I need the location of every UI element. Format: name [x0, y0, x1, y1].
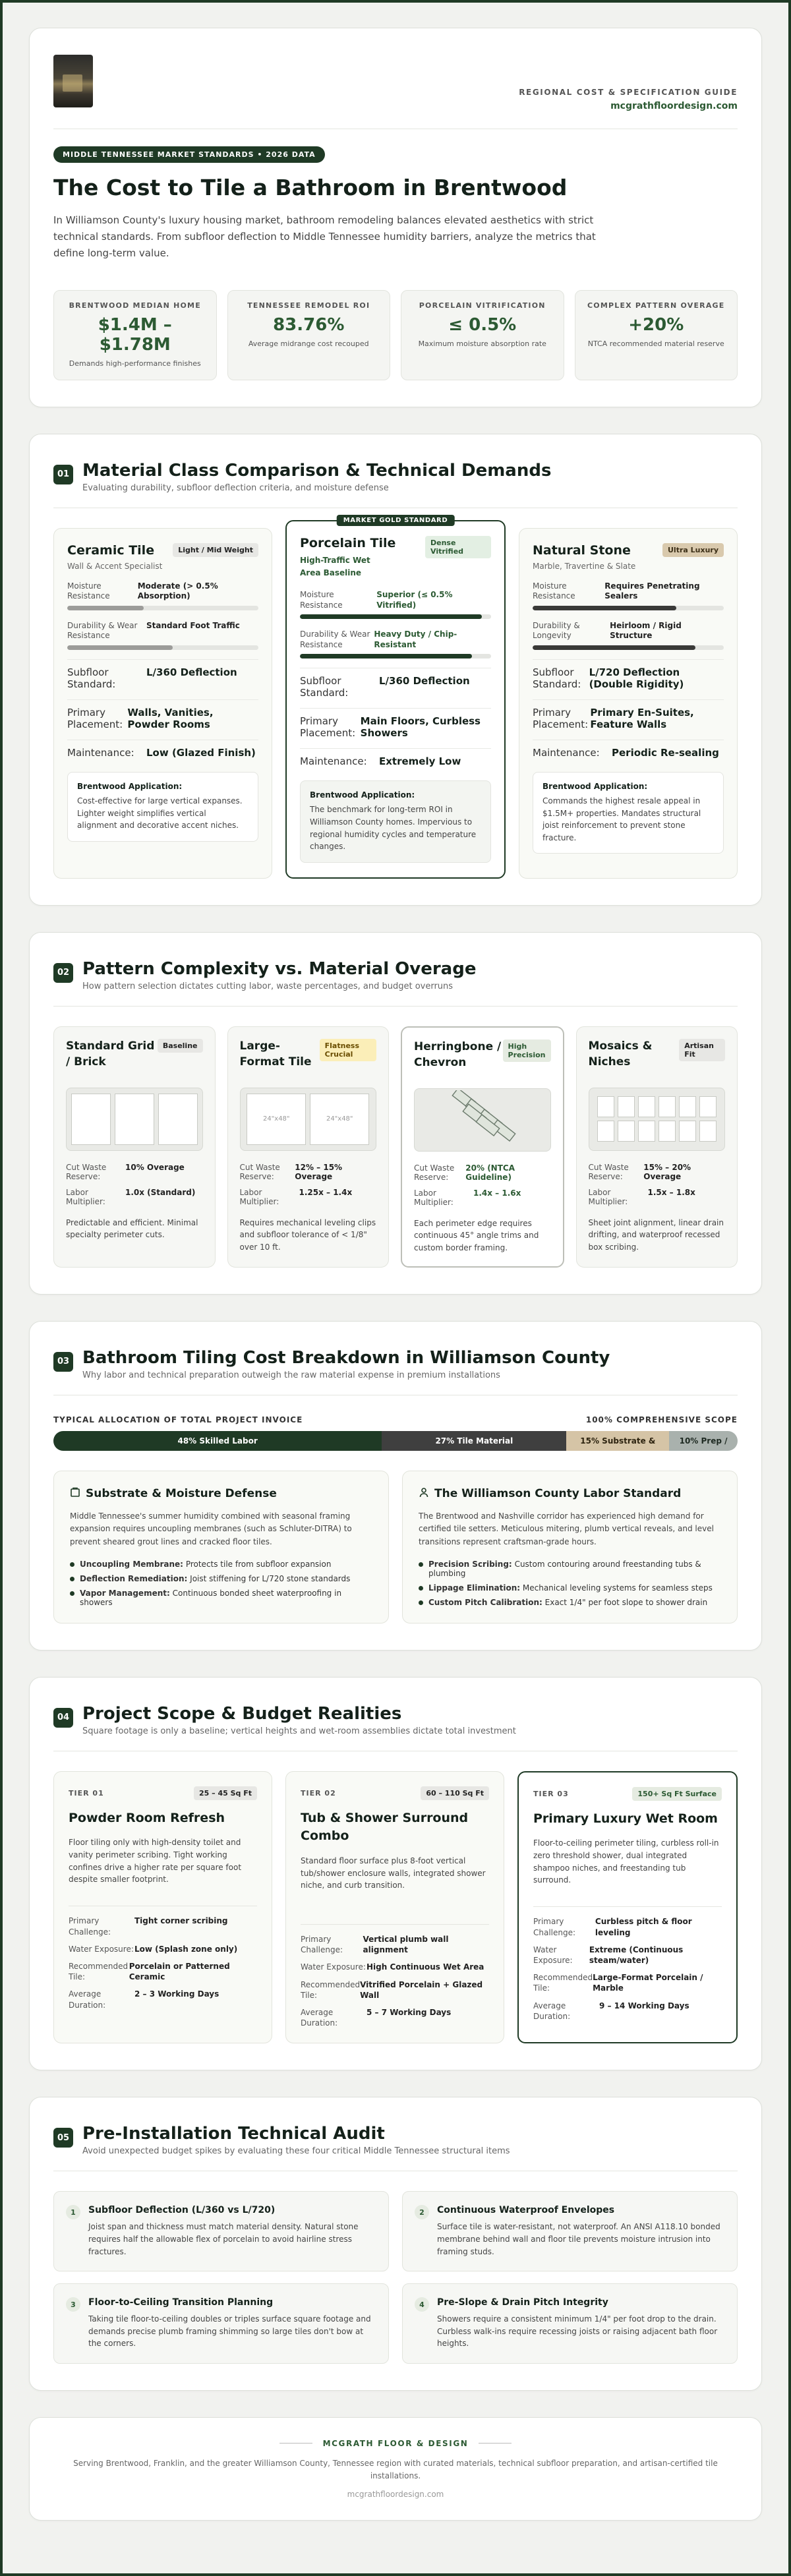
spec-value: Extremely Low: [379, 755, 461, 768]
material-name: Natural Stone: [533, 542, 631, 558]
material-card-ceramic: [53, 528, 272, 879]
tier-row-value: 9 – 14 Working Days: [599, 2001, 689, 2010]
metric-value: Heavy Duty / Chip-Resistant: [374, 629, 457, 649]
section-cost: [29, 1321, 762, 1651]
tier-row-label: Primary Challenge:: [533, 1917, 576, 1937]
intro-text: In Williamson County's luxury housing market, bathroom remodeling balances elevated aesthetics with strict technical standards. From subfloor deflection to Middle Tennessee humidity barriers, analyze the metrics that define long-term value.: [53, 214, 596, 259]
material-type: High-Traffic Wet Area Baseline: [300, 555, 370, 577]
tier-desc: Floor tiling only with high-density toilet and vanity perimeter scribing. Tight working confines drive a higher rate per square foot despite smaller footprint.: [69, 1836, 257, 1906]
tier-name: Tub & Shower Surround Combo: [301, 1810, 469, 1844]
list-item: [419, 1598, 721, 1607]
audit-title: Continuous Waterproof Envelopes: [437, 2205, 615, 2216]
material-tag: Dense Vitrified: [425, 536, 491, 558]
metric-bar: [67, 645, 258, 650]
labor-value: 1.25x – 1.4x: [299, 1187, 353, 1197]
hero-card: [29, 28, 762, 407]
stat-sub: Maximum moisture absorption rate: [418, 339, 546, 349]
pattern-name: Mosaics & Niches: [588, 1039, 653, 1068]
application-title: Brentwood Application:: [542, 782, 648, 792]
section-number: 02: [53, 963, 73, 983]
market-standard-badge: MARKET GOLD STANDARD: [337, 515, 455, 526]
section-number: 03: [53, 1352, 73, 1372]
labor-value: 1.4x – 1.6x: [473, 1188, 521, 1198]
audit-text: Showers require a consistent minimum 1/4" per foot drop to the drain. Curbless walk-ins require recessing joists or raising adjacent bath floor heights.: [437, 2314, 718, 2349]
metric-bar: [300, 614, 491, 619]
tier-number: TIER 03: [533, 1789, 569, 1798]
shield-icon: [70, 1487, 80, 1501]
pattern-desc: Requires mechanical leveling clips and subfloor tolerance of < 1/8" over 10 ft.: [239, 1217, 376, 1252]
audit-text: Taking tile floor-to-ceiling doubles or triples surface square footage and demands precise plumb framing shimming so large tiles don't bow at the corners.: [88, 2314, 371, 2349]
tier-desc: Standard floor surface plus 8-foot vertical tub/shower enclosure walls, integrated shower niche, and curb transition.: [301, 1855, 489, 1925]
stat-value: +20%: [628, 315, 684, 336]
item-text: Mechanical leveling systems for seamless steps: [522, 1583, 713, 1593]
material-name: Porcelain Tile: [300, 535, 396, 550]
metric-bar-fill: [67, 606, 144, 610]
stat-card: [401, 290, 564, 380]
tier-row-label: Primary Challenge:: [69, 1916, 111, 1937]
audit-title: Pre-Slope & Drain Pitch Integrity: [437, 2297, 608, 2308]
spec-label: Subfloor Standard:: [67, 666, 116, 691]
metric-value: Heirloom / Rigid Structure: [610, 620, 682, 641]
stat-label: PORCELAIN VITRIFICATION: [419, 301, 546, 310]
section-scope: [29, 1677, 762, 2070]
waste-value: 10% Overage: [125, 1162, 185, 1172]
tier-size: 150+ Sq Ft Surface: [632, 1787, 722, 1801]
section-header: [53, 959, 738, 1007]
metric-label: Moisture Resistance: [533, 581, 575, 601]
waste-label: Cut Waste Reserve:: [588, 1162, 629, 1181]
spec-label: Subfloor Standard:: [300, 675, 349, 699]
stat-label: COMPLEX PATTERN OVERAGE: [587, 301, 725, 310]
tier-size: 25 – 45 Sq Ft: [194, 1786, 257, 1800]
audit-item: [53, 2191, 389, 2271]
metric-bar-fill: [300, 654, 472, 659]
spec-value: L/360 Deflection: [379, 675, 470, 688]
metric-bar-fill: [533, 645, 695, 650]
section-title: Material Class Comparison & Technical Demands: [82, 460, 552, 481]
tier-row-value: Vertical plumb wall alignment: [363, 1935, 449, 1955]
application-title: Brentwood Application:: [310, 790, 415, 800]
material-name: Ceramic Tile: [67, 542, 155, 558]
item-label: Lippage Elimination:: [428, 1583, 521, 1593]
footer-brand: MCGRATH FLOOR & DESIGN: [53, 2439, 738, 2448]
stats-row: [53, 290, 738, 380]
section-materials: [29, 434, 762, 906]
tier-row-label: Recommended Tile:: [69, 1962, 129, 1982]
spec-value: Main Floors, Curbless Showers: [360, 715, 481, 740]
section-subtitle: How pattern selection dictates cutting labor, waste percentages, and budget overruns: [82, 981, 454, 991]
section-title: Pre-Installation Technical Audit: [82, 2124, 385, 2144]
stat-value: 83.76%: [273, 315, 345, 336]
tier-row-label: Water Exposure:: [533, 1945, 573, 1966]
cost-segment-material: 27% Tile Material: [382, 1431, 566, 1451]
pattern-desc: Sheet joint alignment, linear drain drifting, and waterproof recessed box scribing.: [588, 1217, 724, 1252]
brand-logo[interactable]: [53, 55, 93, 107]
pattern-card-large-format: [227, 1026, 390, 1268]
audit-item: [53, 2283, 389, 2364]
metric-value: Moderate (> 0.5% Absorption): [137, 581, 218, 601]
page-title: The Cost to Tile a Bathroom in Brentwood: [53, 175, 568, 200]
cost-segment-labor: 48% Skilled Labor: [53, 1431, 382, 1451]
tier-name: Primary Luxury Wet Room: [533, 1811, 718, 1826]
spec-value: Periodic Re-sealing: [612, 747, 719, 759]
stat-sub: Demands high-performance finishes: [69, 359, 201, 368]
audit-title: Subfloor Deflection (L/360 vs L/720): [88, 2205, 276, 2216]
tier-desc: Floor-to-ceiling perimeter tiling, curbless roll-in zero threshold shower, dual integrated shampoo niches, and freestanding tub surround.: [533, 1837, 722, 1907]
metric-bar: [67, 606, 258, 610]
spec-label: Primary Placement:: [67, 707, 123, 731]
audit-number: 3: [66, 2297, 80, 2312]
card-text: The Brentwood and Nashville corridor has experienced high demand for certified tile setters. Meticulous mitering, plumb vertical reveals, and level transitions represent craftsman-grade hours.: [419, 1511, 714, 1547]
labor-value: 1.5x – 1.8x: [647, 1187, 695, 1197]
herringbone-icon: [433, 1090, 532, 1150]
audit-title: Floor-to-Ceiling Transition Planning: [88, 2297, 274, 2308]
cost-detail-cards: [53, 1471, 738, 1624]
tier-row-label: Recommended Tile:: [533, 1973, 593, 1993]
allocation-label: TYPICAL ALLOCATION OF TOTAL PROJECT INVOICE: [53, 1415, 303, 1424]
audit-grid: [53, 2191, 738, 2364]
section-header: [53, 2124, 738, 2171]
mosaic-illustration: [589, 1088, 726, 1151]
stat-value: $1.4M – $1.78M: [98, 315, 172, 355]
audit-number: 2: [415, 2205, 429, 2219]
spec-label: Primary Placement:: [300, 715, 356, 740]
tier-row-value: Vitrified Porcelain + Glazed Wall: [360, 1979, 483, 2000]
substrate-card: [53, 1471, 389, 1624]
card-title: The Williamson County Labor Standard: [434, 1487, 682, 1501]
cost-segment-substrate: 15% Substrate &: [566, 1431, 669, 1451]
metric-bar: [300, 654, 491, 659]
tier-row-value: Extreme (Continuous steam/water): [589, 1945, 684, 1966]
section-subtitle: Avoid unexpected budget spikes by evaluating these four critical Middle Tennessee structural items: [82, 2146, 510, 2157]
section-subtitle: Evaluating durability, subfloor deflection criteria, and moisture defense: [82, 483, 389, 493]
material-type: Marble, Travertine & Slate: [533, 561, 636, 571]
item-label: Precision Scribing:: [428, 1559, 512, 1569]
application-text: Commands the highest resale appeal in $1.5M+ properties. Mandates structural joist reinforcement to prevent stone fracture.: [542, 796, 701, 842]
tier-row-label: Water Exposure:: [301, 1962, 366, 1972]
section-subtitle: Square footage is only a baseline; vertical heights and wet-room assemblies dictate total investment: [82, 1726, 516, 1736]
metric-label: Durability & Wear Resistance: [300, 629, 370, 649]
item-label: Deflection Remediation:: [80, 1573, 188, 1583]
spec-label: Maintenance:: [67, 747, 134, 759]
tier-card-wet-room: [517, 1771, 738, 2043]
tier-row-label: Average Duration:: [69, 1989, 106, 2010]
item-text: Protects tile from subfloor expansion: [185, 1559, 332, 1569]
tier-row-label: Average Duration:: [533, 2001, 571, 2021]
pattern-desc: Each perimeter edge requires continuous 45° angle trims and custom border framing.: [414, 1218, 539, 1252]
item-text: Exact 1/4" per foot slope to shower drain: [544, 1597, 708, 1607]
tier-row-value: 5 – 7 Working Days: [366, 2007, 452, 2017]
stat-label: BRENTWOOD MEDIAN HOME: [69, 301, 201, 310]
pattern-card-mosaic: [576, 1026, 738, 1268]
stat-sub: NTCA recommended material reserve: [587, 339, 724, 349]
spec-label: Maintenance:: [300, 755, 367, 768]
grid-pattern-illustration: [66, 1088, 203, 1151]
site-link[interactable]: mcgrathfloordesign.com: [610, 101, 738, 111]
spec-label: Maintenance:: [533, 747, 600, 759]
material-cards: [53, 516, 738, 879]
metric-value: Superior (≤ 0.5% Vitrified): [376, 590, 453, 610]
pattern-card-herringbone: [401, 1026, 564, 1268]
spec-label: Primary Placement:: [533, 707, 589, 731]
pattern-desc: Predictable and efficient. Minimal specialty perimeter cuts.: [66, 1217, 198, 1240]
person-icon: [419, 1487, 429, 1501]
tier-number: TIER 02: [301, 1788, 336, 1798]
waste-value: 15% – 20% Overage: [643, 1162, 691, 1181]
tier-card-powder-room: [53, 1771, 272, 2043]
tier-row-value: Large-Format Porcelain / Marble: [593, 1973, 703, 1993]
waste-label: Cut Waste Reserve:: [239, 1162, 280, 1181]
guide-label: REGIONAL COST & SPECIFICATION GUIDE: [519, 88, 738, 97]
labor-label: Labor Multiplier:: [66, 1187, 105, 1206]
waste-value: 20% (NTCA Guideline): [465, 1163, 515, 1182]
list-item: [70, 1560, 372, 1569]
metric-value: Requires Penetrating Sealers: [604, 581, 700, 601]
tier-row-value: Low (Splash zone only): [134, 1944, 238, 1954]
tier-size: 60 – 110 Sq Ft: [421, 1786, 489, 1800]
audit-number: 4: [415, 2297, 429, 2312]
herringbone-illustration: [414, 1088, 551, 1152]
spec-value: Walls, Vanities, Powder Rooms: [127, 707, 214, 731]
application-note: [300, 780, 491, 862]
item-label: Custom Pitch Calibration:: [428, 1597, 542, 1607]
application-title: Brentwood Application:: [77, 782, 183, 792]
tier-cards: [53, 1771, 738, 2043]
list-item: [419, 1583, 721, 1593]
material-tag: Ultra Luxury: [662, 543, 724, 557]
material-card-porcelain: [285, 516, 506, 879]
labor-label: Labor Multiplier:: [414, 1188, 454, 1207]
material-type: Wall & Accent Specialist: [67, 561, 163, 571]
spec-value: L/360 Deflection: [146, 666, 237, 679]
list-item: [70, 1574, 372, 1583]
material-card-stone: [519, 528, 738, 879]
stat-sub: Average midrange cost recouped: [248, 339, 369, 349]
tier-card-tub-shower: [285, 1771, 504, 2043]
section-title: Bathroom Tiling Cost Breakdown in Williamson County: [82, 1347, 610, 1368]
labor-label: Labor Multiplier:: [239, 1187, 279, 1206]
stat-card: [53, 290, 217, 380]
tier-row-label: Recommended Tile:: [301, 1979, 361, 2000]
stat-card: [575, 290, 738, 380]
application-note: [67, 772, 258, 842]
metric-bar-fill: [300, 614, 482, 619]
metric-label: Durability & Wear Resistance: [67, 620, 138, 641]
tier-row-value: High Continuous Wet Area: [366, 1962, 484, 1972]
pattern-name: Herringbone / Chevron: [414, 1039, 502, 1069]
section-title: Project Scope & Budget Realities: [82, 1703, 402, 1724]
labor-label: Labor Multiplier:: [588, 1187, 628, 1206]
tier-row-label: Primary Challenge:: [301, 1935, 343, 1955]
labor-card: [402, 1471, 738, 1624]
audit-text: Joist span and thickness must match material density. Natural stone requires half the allowable flex of porcelain to avoid hairline stress fractures.: [88, 2222, 359, 2256]
stat-value: ≤ 0.5%: [448, 315, 517, 336]
card-title: Substrate & Moisture Defense: [86, 1487, 277, 1501]
audit-item: [402, 2283, 738, 2364]
item-text: Joist stiffening for L/720 stone standards: [190, 1573, 351, 1583]
application-text: The benchmark for long-term ROI in Williamson County homes. Impervious to regional humidity cycles and temperature changes.: [310, 805, 477, 852]
allocation-total: 100% COMPREHENSIVE SCOPE: [585, 1415, 738, 1424]
list-item: [419, 1560, 721, 1578]
spec-value: Low (Glazed Finish): [146, 747, 256, 759]
item-label: Uncoupling Membrane:: [80, 1559, 183, 1569]
item-text: Custom contouring around freestanding tubs & plumbing: [428, 1559, 701, 1578]
pattern-cards: [53, 1026, 738, 1268]
audit-item: [402, 2191, 738, 2271]
audit-number: 1: [66, 2205, 80, 2219]
large-format-illustration: [240, 1088, 377, 1151]
page-footer: [29, 2417, 762, 2521]
waste-label: Cut Waste Reserve:: [414, 1163, 455, 1182]
item-label: Vapor Management:: [80, 1588, 170, 1598]
tier-row-label: Water Exposure:: [69, 1944, 134, 1954]
section-number: 04: [53, 1708, 73, 1728]
application-text: Cost-effective for large vertical expanses. Lighter weight simplifies vertical alignment and decorative accent niches.: [77, 796, 243, 831]
tier-row-value: Tight corner scribing: [134, 1916, 228, 1926]
tier-number: TIER 01: [69, 1788, 104, 1798]
metric-bar-fill: [67, 645, 173, 650]
audit-text: Surface tile is water-resistant, not waterproof. An ANSI A118.10 bonded membrane behind wall and floor tile prevents moisture intrusion into framing studs.: [437, 2222, 720, 2256]
section-audit: [29, 2097, 762, 2391]
card-text: Middle Tennessee's summer humidity combined with seasonal framing expansion requires uncoupling membranes (such as Schluter-DITRA) to prevent sheared grout lines and cracked floor tiles.: [70, 1511, 352, 1547]
metric-value: Standard Foot Traffic: [146, 620, 240, 630]
list-item: [70, 1589, 372, 1607]
tile-size-label: 24"x48": [247, 1094, 306, 1145]
footer-desc: Serving Brentwood, Franklin, and the greater Williamson County, Tennessee region with curated materials, technical subfloor preparation, and artisan-certified tile installations.: [73, 2458, 718, 2480]
tier-name: Powder Room Refresh: [69, 1810, 225, 1825]
pattern-tag: Artisan Fit: [679, 1039, 725, 1061]
tier-row-value: Porcelain or Patterned Ceramic: [129, 1962, 230, 1982]
footer-link[interactable]: mcgrathfloordesign.com: [347, 2490, 444, 2500]
pattern-tag: Flatness Crucial: [320, 1039, 376, 1061]
section-title: Pattern Complexity vs. Material Overage: [82, 958, 477, 979]
cost-segment-prep: 10% Prep /: [669, 1431, 738, 1451]
metric-bar: [533, 606, 724, 610]
stat-label: TENNESSEE REMODEL ROI: [247, 301, 370, 310]
spec-value: Primary En-Suites, Feature Walls: [590, 707, 694, 731]
tier-row-value: Curbless pitch & floor leveling: [595, 1917, 692, 1937]
cost-allocation-bar: [53, 1431, 738, 1451]
pattern-tag: Baseline: [158, 1039, 203, 1053]
spec-value: L/720 Deflection (Double Rigidity): [589, 666, 684, 691]
section-number: 05: [53, 2128, 73, 2148]
page-header: [53, 55, 738, 129]
pattern-tag: High Precision: [503, 1039, 551, 1062]
tier-row-label: Average Duration:: [301, 2007, 338, 2028]
waste-value: 12% – 15% Overage: [295, 1162, 343, 1181]
pattern-name: Standard Grid / Brick: [66, 1039, 155, 1068]
section-header: [53, 461, 738, 508]
tile-size-label: 24"x48": [310, 1094, 369, 1145]
waste-label: Cut Waste Reserve:: [66, 1162, 107, 1181]
labor-value: 1.0x (Standard): [125, 1187, 196, 1197]
market-badge: MIDDLE TENNESSEE MARKET STANDARDS • 2026 DATA: [53, 146, 325, 163]
metric-bar-fill: [533, 606, 676, 610]
section-header: [53, 1348, 738, 1395]
metric-label: Moisture Resistance: [300, 590, 343, 610]
section-subtitle: Why labor and technical preparation outweigh the raw material expense in premium installations: [82, 1370, 500, 1380]
item-text: Continuous bonded sheet waterproofing in showers: [80, 1588, 342, 1607]
material-tag: Light / Mid Weight: [173, 543, 258, 557]
pattern-name: Large-Format Tile: [239, 1039, 312, 1068]
section-header: [53, 1704, 738, 1751]
metric-label: Moisture Resistance: [67, 581, 110, 601]
pattern-card-grid: [53, 1026, 216, 1268]
section-number: 01: [53, 465, 73, 484]
section-patterns: [29, 932, 762, 1295]
spec-label: Subfloor Standard:: [533, 666, 581, 691]
metric-label: Durability & Longevity: [533, 620, 580, 641]
stat-card: [227, 290, 391, 380]
tier-row-value: 2 – 3 Working Days: [134, 1989, 220, 1999]
metric-bar: [533, 645, 724, 650]
application-note: [533, 772, 724, 854]
